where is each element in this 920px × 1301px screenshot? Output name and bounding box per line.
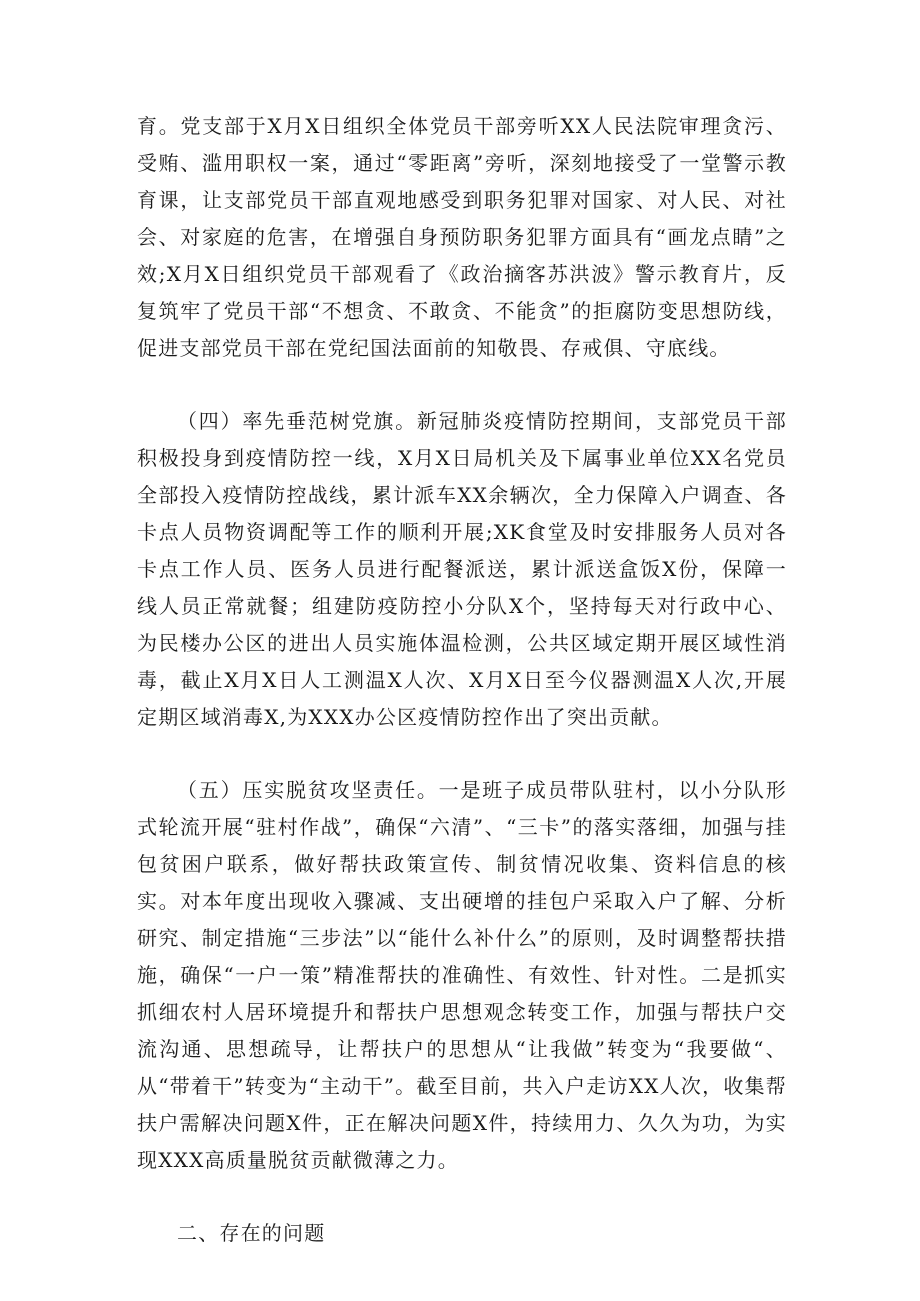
paragraph-epidemic-prevention: （四）率先垂范树党旗。新冠肺炎疫情防控期间，支部党员干部积极投身到疫情防控一线，X月X日局机关及下属事业单位XX名党员全部投入疫情防控战线，累计派车XX余辆次，全力保障入户调查、各卡点人员物资调配等工作的顺利开展;XK食堂及时安排服务人员对各卡点工作人员、医务人员进行配餐派送，累计派送盒饭X份，保障一线人员正常就餐；组建防疫防控小分队X个，坚持每天对行政中心、为民楼办公区的进出人员实施体温检测，公共区域定期开展区域性消毒，截止X月X日人工测温X人次、X月X日至今仪器测温X人次,开展定期区域消毒X,为XXX办公区疫情防控作出了突出贡献。 bbox=[137, 409, 787, 729]
document-body bbox=[137, 108, 787, 1252]
paragraph-warning-education: 育。党支部于X月X日组织全体党员干部旁听XX人民法院审理贪污、受贿、滥用职权一案，通过“零距离”旁听，深刻地接受了一堂警示教育课，让支部党员干部直观地感受到职务犯罪对国家、对人民、对社会、对家庭的危害，在增强自身预防职务犯罪方面具有“画龙点睛”之效;X月X日组织党员干部观看了《政治摘客苏洪波》警示教育片，反复筑牢了党员干部“不想贪、不敢贪、不能贪”的拒腐防变思想防线，促进支部党员干部在党纪国法面前的知敬畏、存戒俱、守底线。 bbox=[137, 114, 787, 360]
paragraph-poverty-alleviation: （五）压实脱贫攻坚责任。一是班子成员带队驻村，以小分队形式轮流开展“驻村作战”，确保“六清”、“三卡”的落实落细，加强与挂包贫困户联系，做好帮扶政策宣传、制贫情况收集、资料信息的核实。对本年度出现收入骤减、支出硬增的挂包户采取入户了解、分析研究、制定措施“三步法”以“能什么补什么”的原则，及时调整帮扶措施，确保“一户一策”精准帮扶的准确性、有效性、针对性。二是抓实抓细农村人居环境提升和帮扶户思想观念转变工作，加强与帮扶户交流沟通、思想疏导，让帮扶户的思想从“让我做”转变为“我要做“、从“带着干”转变为“主动干”。截至目前，共入户走访XX人次，收集帮扶户需解决问题X件，正在解决问题X件，持续用力、久久为功，为实现XXX高质量脱贫贡献微薄之力。 bbox=[137, 778, 787, 1172]
section-heading-existing-problems: 二、存在的问题 bbox=[177, 1221, 326, 1245]
